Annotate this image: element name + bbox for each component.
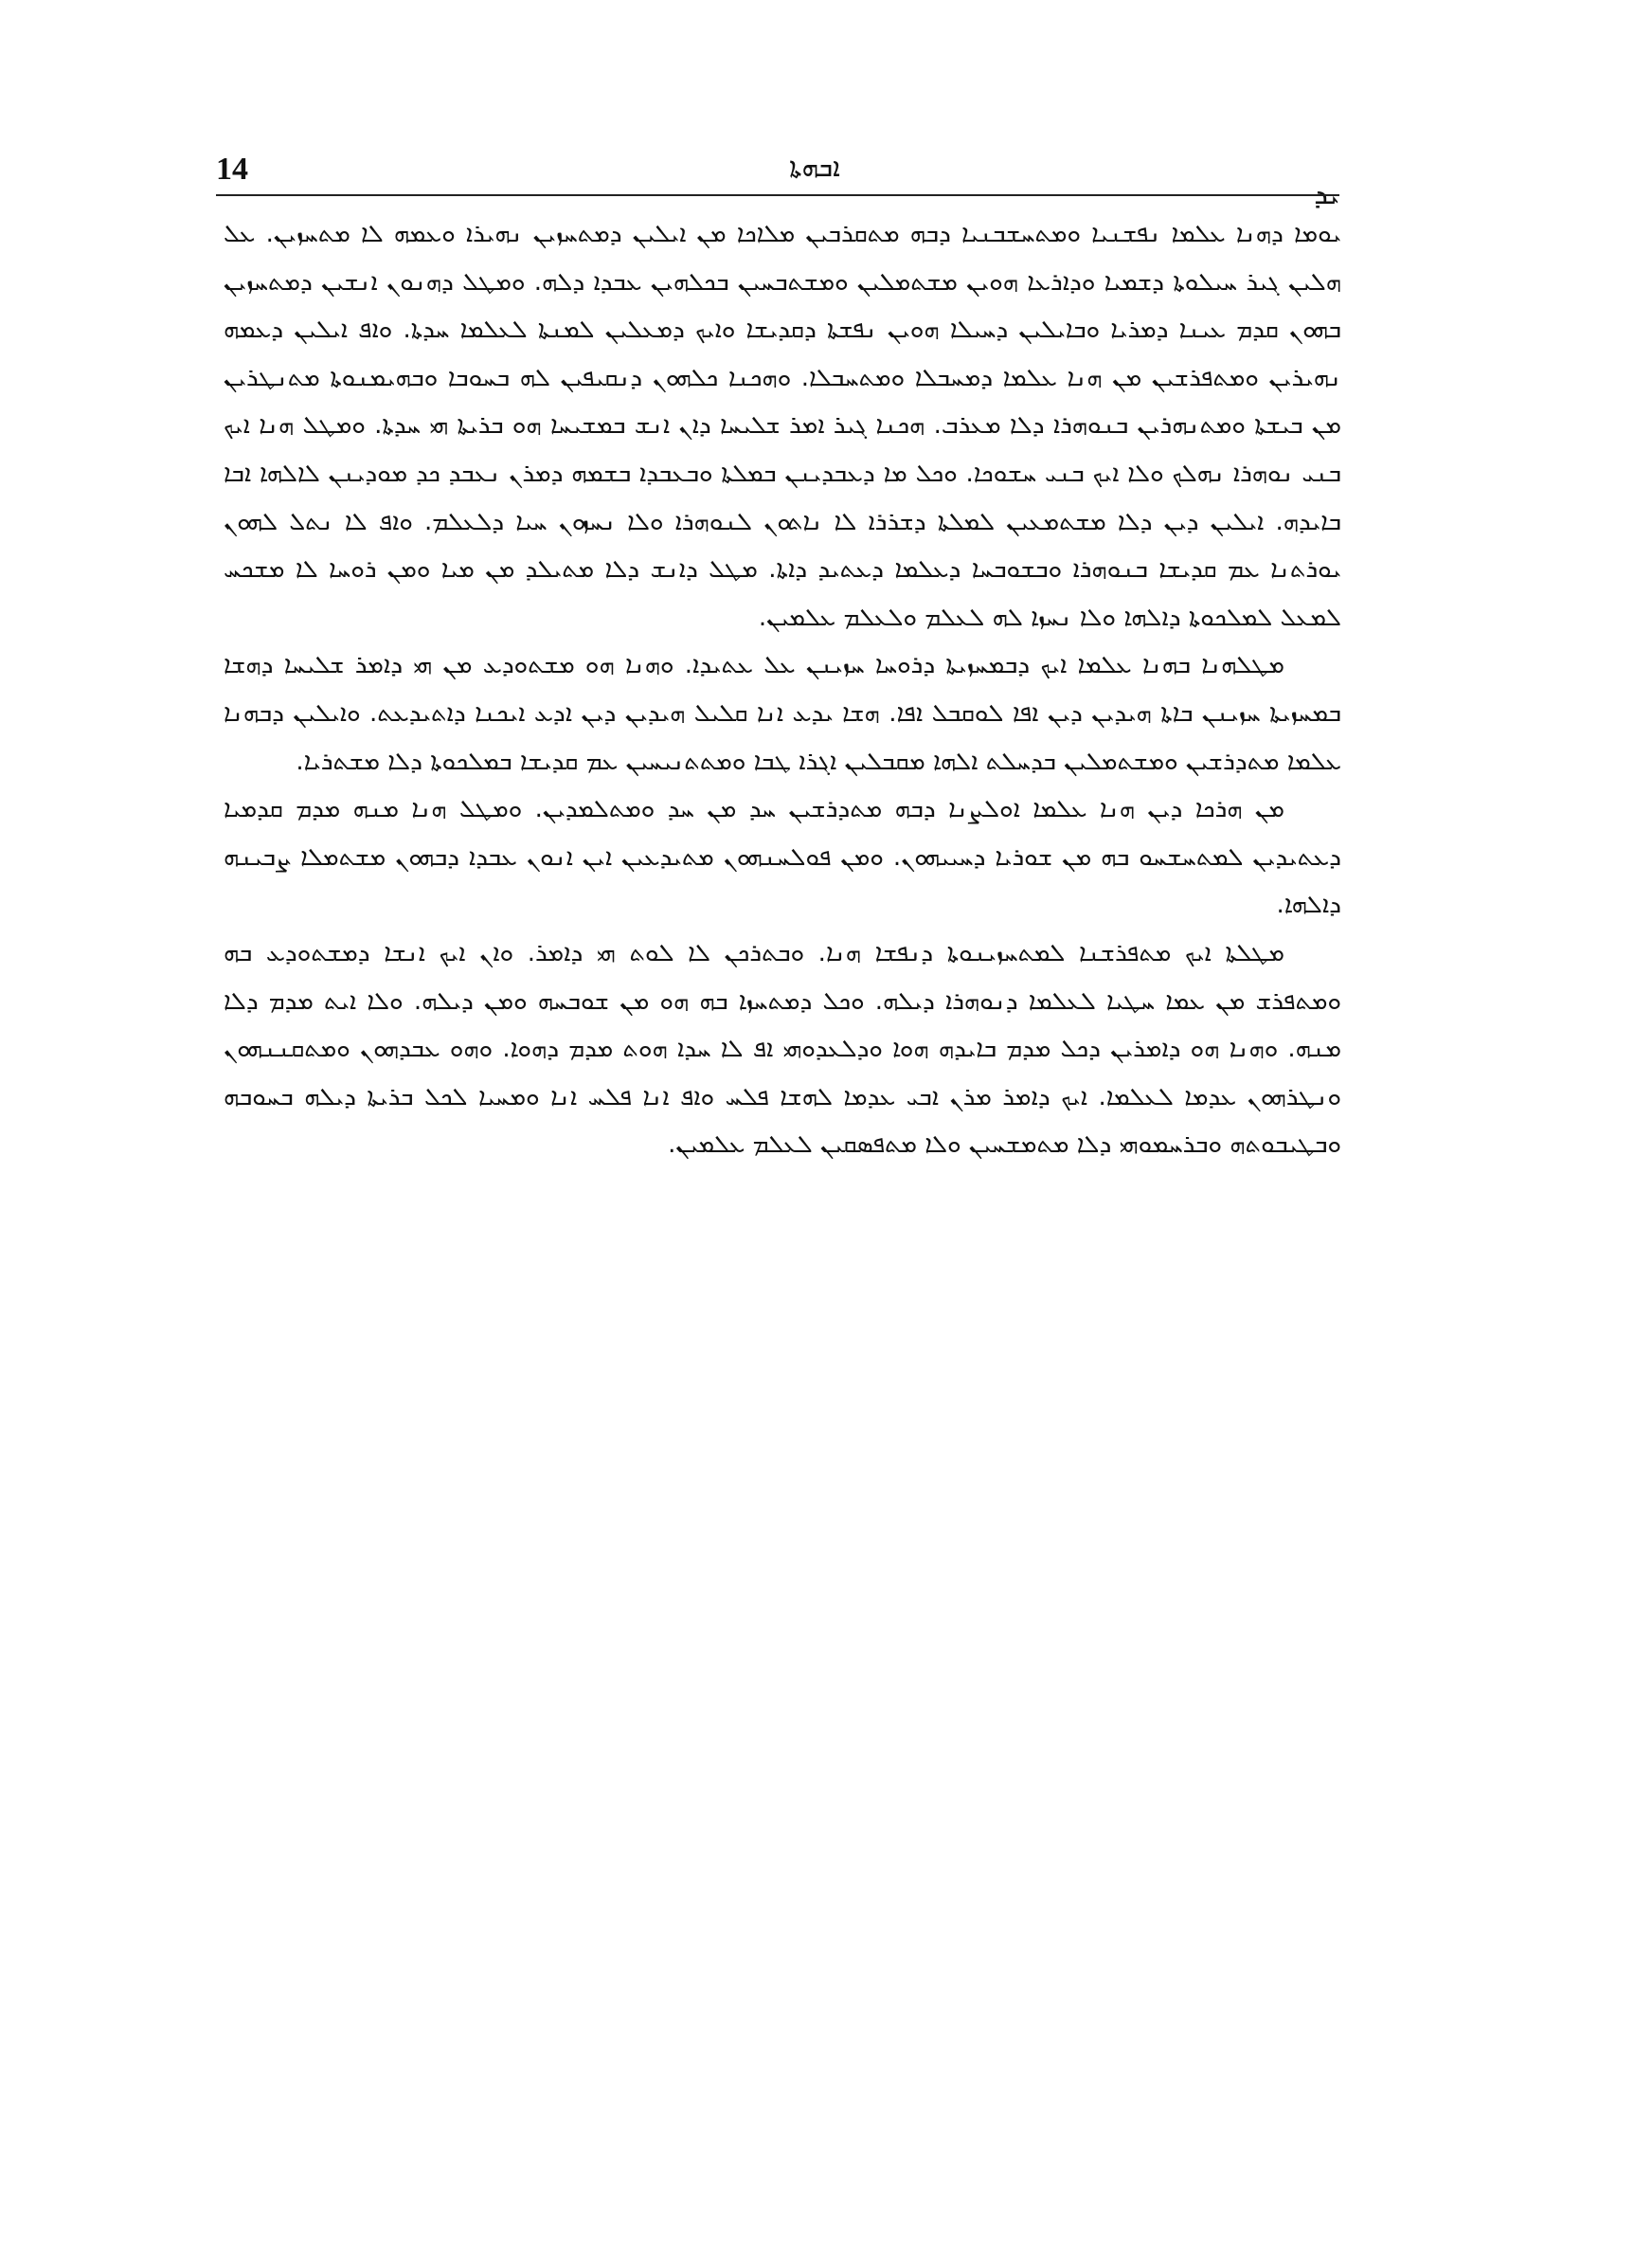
page-number: 14 <box>216 152 248 187</box>
paragraph-2: ܡܛܠܗܢܐ ܒܗܢܐ ܥܠܡܐ ܐܝܟ ܕܒܡܚܙܝܬܐ ܕܪܘܚܐ ܚܙܝܢܢ ܥܠ ܥܬܝܕܐ. ܘܗܢܐ ܗܘ ܡܫܬܘܕܥ ܡܢ ܗܝ ܕܐܡܪ ܫܠܝܚܐ ܕܗܫܐ ܒܡܚܙܝܬܐ ܚܙܝܢܢ ܒܐܬܐ ܗܝܕܝܢ ܕܝܢ ܐܦܐ ܠܘܩܒܠ ܐܦܐ. ܗܫܐ ܝܕܥ ܐܢܐ ܩܠܝܠ ܗܝܕܝܢ ܕܝܢ ܐܕܥ ܐܝܟܢܐ ܕܐܬܝܕܥܬ. ܘܐܝܠܝܢ ܕܒܗܢܐ ܥܠܡܐ ܡܬܕܪܫܝܢ ܘܡܫܬܡܠܝܢ ܒܕܚܠܬ ܐܠܗܐ ܡܩܒܠܝܢ ܐܓܪܐ ܛܒܐ ܘܡܬܬܢܝܚܝܢ ܥܡ ܩܕܝܫܐ ܒܡܠܟܘܬܐ ܕܠܐ ܡܫܬܪܝܐ. <box>224 651 1341 776</box>
text-block <box>224 210 1341 1169</box>
running-title: ܐܒܗܬܐ <box>789 152 840 183</box>
section-marker: ܝܕ <box>1314 178 1339 211</box>
paragraph-3: ܡܢ ܗܪܟܐ ܕܝܢ ܗܢܐ ܥܠܡܐ ܐܘܠܨܢܐ ܕܒܗ ܡܬܕܪܫܝܢ ܚܕ ܡܢ ܚܕ ܘܡܬܠܡܕܝܢ. ܘܡܛܠ ܗܢܐ ܡܢܗ ܡܕܡ ܩܕܡܝܐ ܕܥܬܝܕܝܢ ܠܡܬܚܫܚܘ ܒܗ ܡܢ ܫܘܪܝܐ ܕܚܝܝܗܘܢ. ܘܡܢ ܦܘܠܚܢܗܘܢ ܡܬܝܕܥܝܢ ܐܝܢ ܐܢܘܢ ܥܒܕܐ ܕܒܗܘܢ ܡܫܬܡܠܐ ܨܒܝܢܗ ܕܐܠܗܐ. <box>224 795 1341 920</box>
paragraph-1: ܝܘܡܐ ܕܗܢܐ ܥܠܡܐ ܢܦܫܢܝܐ ܘܡܬܚܫܒܢܝܐ ܕܒܗ ܡܬܩܪܒܝܢ ܡܠܐܟܐ ܡܢ ܐܝܠܝܢ ܕܡܬܚܙܝܢ ܢܗܝܪܐ ܘܥܡܗ ܠܐ ܡܬܚܙܝܢ. ܥܠ ܗܠܝܢ ܓܝܪ ܚܝܠܘܬܐ ܕܫܡܝܐ ܘܕܐܪܥܐ ܗܘܝܢ ܡܫܬܡܠܝܢ ܘܡܫܬܒܚܝܢ ܒܟܠܗܝܢ ܥܒܕܐ ܕܠܗ. ܘܡܛܠ ܕܗܢܘܢ ܐܢܫܝܢ ܕܡܬܚܙܝܢ ܒܗܘܢ ܩܕܡ ܥܝܢܐ ܕܡܪܝܐ ܘܒܐܝܠܝܢ ܕܚܝܠܐ ܗܘܝܢ ܢܦܫܬܐ ܕܩܕܝܫܐ ܘܐܝܟ ܕܡܥܠܝܢ ܠܡܢܬܐ ܠܥܠܡܐ ܚܕܬܐ. ܘܐܦ ܐܝܠܝܢ ܕܥܡܗ ܢܗܝܪܝܢ ܘܡܬܦܪܫܝܢ ܡܢ ܗܢܐ ܥܠܡܐ ܕܡܚܒܠܐ ܘܡܬܚܒܠܐ. ܘܗܟܢܐ ܟܠܗܘܢ ܕܢܩܝܦܝܢ ܠܗ ܒܚܘܒܐ ܘܒܗܝܡܢܘܬܐ ܡܬܢܛܪܝܢ ܡܢ ܒܝܫܬܐ ܘܡܬܢܗܪܝܢ ܒܢܘܗܪܐ ܕܠܐ ܡܥܪܒ. ܗܟܢܐ ܓܝܪ ܐܡܪ ܫܠܝܚܐ ܕܐܢ ܐܢܫ ܒܡܫܝܚܐ ܗܘ ܒܪܝܬܐ ܗܝ ܚܕܬܐ. ܘܡܛܠ ܗܢܐ ܐܝܟ ܒܢܝ ܢܘܗܪܐ ܢܗܠܟ ܘܠܐ ܐܝܟ ܒܢܝ ܚܫܘܟܐ. ܘܟܠ ܡܐ ܕܥܒܕܝܢܢ ܒܡܠܬܐ ܘܒܥܒܕܐ ܒܫܡܗ ܕܡܪܢ ܢܥܒܕ ܟܕ ܡܘܕܝܢܢ ܠܐܠܗܐ ܐܒܐ ܒܐܝܕܗ. ܐܝܠܝܢ ܕܝܢ ܕܠܐ ܡܫܬܡܥܝܢ ܠܡܠܬܐ ܕܫܪܪܐ ܠܐ ܢܐܬܘܢ ܠܢܘܗܪܐ ܘܠܐ ܢܚܙܘܢ ܚܝܐ ܕܠܥܠܡ. ܘܐܦ ܠܐ ܢܬܠ ܠܗܘܢ ܝܘܪܬܢܐ ܥܡ ܩܕܝܫܐ ܒܢܘܗܪܐ ܘܒܫܘܒܚܐ ܕܥܠܡܐ ܕܥܬܝܕ ܕܐܬܐ. ܡܛܠ ܕܐܢܫ ܕܠܐ ܡܬܝܠܕ ܡܢ ܡܝܐ ܘܡܢ ܪܘܚܐ ܠܐ ܡܫܟܚ ܠܡܥܠ ܠܡܠܟܘܬܐ ܕܐܠܗܐ ܘܠܐ ܢܚܙܐ ܠܗ ܠܥܠܡ ܘܠܥܠܡ ܥܠܡܝܢ. <box>224 220 1341 632</box>
paragraph-4: ܡܛܠܬܐ ܐܝܟ ܡܬܦܪܫܢܐ ܠܡܬܚܙܝܢܘܬܐ ܕܢܦܫܐ ܗܢܐ. ܘܒܬܪܟܢ ܠܐ ܠܘܬ ܗܝ ܕܐܡܪ. ܘܐܢ ܐܝܟ ܐܢܫܐ ܕܡܫܬܘܕܥ ܒܗ ܘܡܬܦܪܫ ܡܢ ܥܡܐ ܚܛܝܐ ܠܥܠܡܐ ܕܢܘܗܪܐ ܕܝܠܗ. ܘܟܠ ܕܡܬܚܙܐ ܒܗ ܗܘ ܡܢ ܫܘܒܚܗ ܘܡܢ ܕܝܠܗ. ܘܠܐ ܐܝܬ ܡܕܡ ܕܠܐ ܡܢܗ. ܘܗܢܐ ܗܘ ܕܐܡܪܝܢ ܕܟܠ ܡܕܡ ܒܐܝܕܗ ܗܘܐ ܘܕܠܥܕܘܗܝ ܐܦ ܠܐ ܚܕܐ ܗܘܬ ܡܕܡ ܕܗܘܐ. ܘܗܘ ܥܒܕܗܘܢ ܘܡܬܩܢܢܗܘܢ ܘܢܛܪܗܘܢ ܥܕܡܐ ܠܥܠܡܐ. ܐܝܟ ܕܐܡܪ ܡܪܢ ܐܒܝ ܥܕܡܐ ܠܗܫܐ ܦܠܚ ܘܐܦ ܐܢܐ ܦܠܚ ܐܢܐ ܘܡܚܝܐ ܠܟܠ ܒܪܝܬܐ ܕܝܠܗ ܒܚܘܒܗ ܘܒܛܝܒܘܬܗ ܘܒܪܚܡܘܗܝ ܕܠܐ ܡܬܡܫܚܝܢ ܘܠܐ ܡܬܦܣܩܝܢ ܠܥܠܡ ܥܠܡܝܢ. <box>224 938 1341 1160</box>
header-rule <box>216 194 1339 196</box>
